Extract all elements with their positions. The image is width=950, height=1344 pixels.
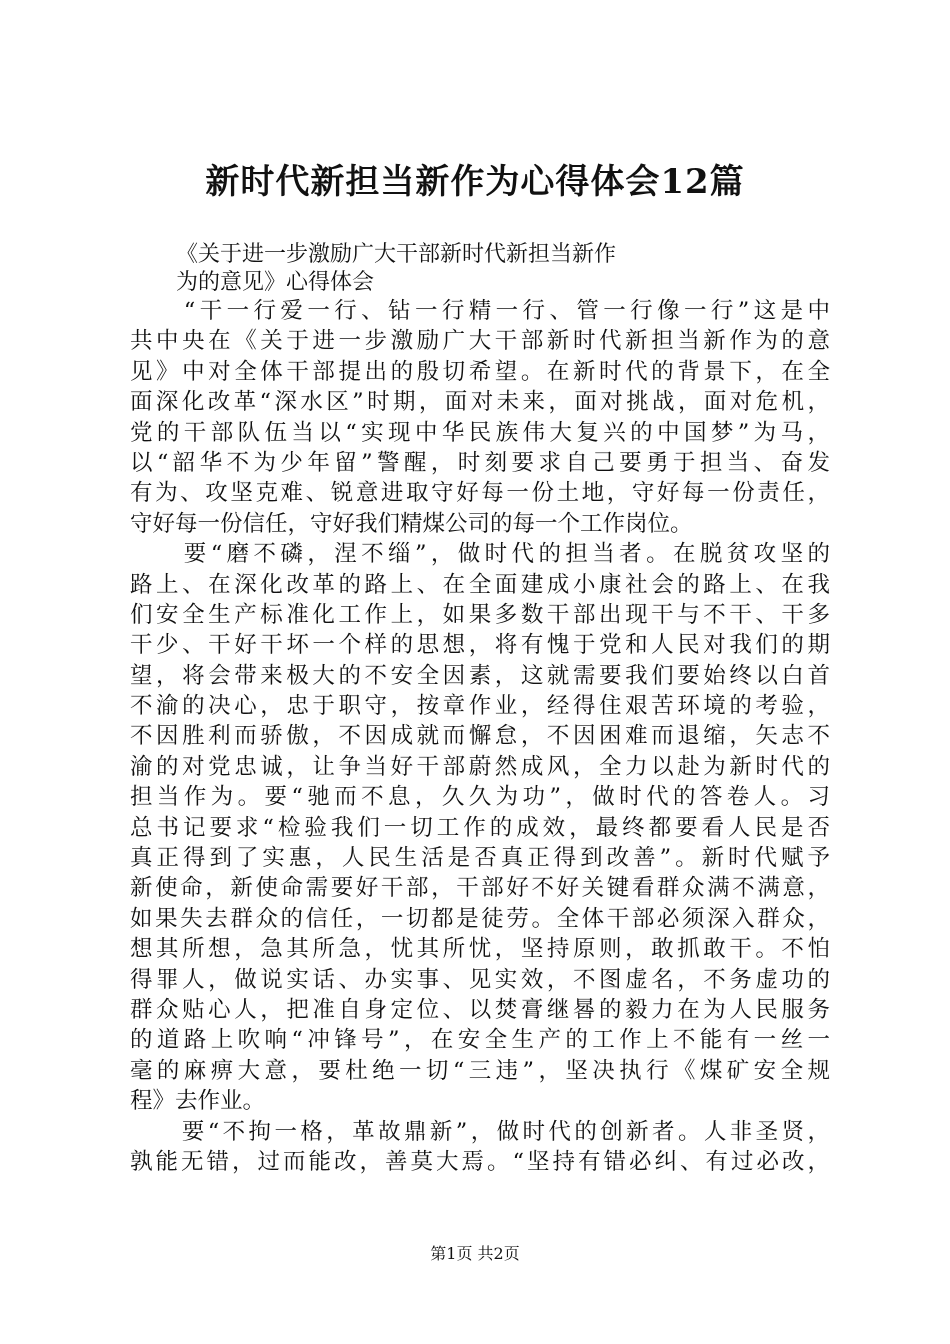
body-line: 程》去作业。 — [130, 1088, 266, 1115]
body-line: 干少、干好干坏一个样的思想，将有愧于党和人民对我们的期 — [130, 632, 830, 659]
body-line: 想其所想，急其所急，忧其所忧，坚持原则，敢抓敢干。不怕 — [130, 936, 830, 963]
body-line: 见》中对全体干部提出的殷切希望。在新时代的背景下，在全 — [130, 358, 830, 385]
body-line: 孰能无错，过而能改，善莫大焉。“坚持有错必纠、有过必改， — [130, 1148, 830, 1175]
body-line: 不因胜利而骄傲，不因成就而懈怠，不因困难而退缩，矢志不 — [130, 723, 830, 750]
body-line: 不渝的决心，忠于职守，按章作业，经得住艰苦环境的考验， — [130, 693, 830, 720]
subtitle-line-2: 为的意见》心得体会 — [176, 270, 375, 295]
body-line: 望，将会带来极大的不安全因素，这就需要我们要始终以白首 — [130, 662, 830, 689]
body-line: 渝的对党忠诚，让争当好干部蔚然成风，全力以赴为新时代的 — [130, 753, 830, 780]
body-line: 新使命，新使命需要好干部，干部好不好关键看群众满不满意， — [130, 875, 830, 902]
body-line: 真正得到了实惠，人民生活是否真正得到改善”。新时代赋予 — [130, 845, 830, 872]
body-line: 路上、在深化改革的路上、在全面建成小康社会的路上、在我 — [130, 571, 830, 598]
document-title: 新时代新担当新作为心得体会12篇 — [205, 162, 745, 202]
body-line: 以“韶华不为少年留”警醒，时刻要求自己要勇于担当、奋发 — [130, 449, 830, 476]
body-line: 总书记要求“检验我们一切工作的成效，最终都要看人民是否 — [130, 814, 830, 841]
page-number-footer: 第1页 共2页 — [430, 1244, 520, 1263]
body-line: 要“磨不磷，涅不缁”，做时代的担当者。在脱贫攻坚的 — [130, 541, 830, 568]
body-line: 毫的麻痹大意，要杜绝一切“三违”，坚决执行《煤矿安全规 — [130, 1057, 830, 1084]
document-body — [130, 296, 830, 1177]
body-line: 共中央在《关于进一步激励广大干部新时代新担当新作为的意 — [130, 328, 830, 355]
body-line: 有为、攻坚克难、锐意进取守好每一份土地，守好每一份责任， — [130, 480, 830, 507]
body-line: 的道路上吹响“冲锋号”，在安全生产的工作上不能有一丝一 — [130, 1027, 830, 1054]
body-line: 担当作为。要“驰而不息，久久为功”，做时代的答卷人。习 — [130, 784, 830, 811]
body-line: 如果失去群众的信任，一切都是徒劳。全体干部必须深入群众， — [130, 905, 830, 932]
body-line: 党的干部队伍当以“实现中华民族伟大复兴的中国梦”为马， — [130, 419, 830, 446]
body-line: 面深化改革“深水区”时期，面对未来，面对挑战，面对危机， — [130, 389, 830, 416]
subtitle-line-1: 《关于进一步激励广大干部新时代新担当新作 — [176, 242, 617, 267]
body-line: 守好每一份信任，守好我们精煤公司的每一个工作岗位。 — [130, 510, 693, 537]
body-line: “干一行爱一行、钻一行精一行、管一行像一行”这是中 — [130, 298, 830, 324]
body-line: 们安全生产标准化工作上，如果多数干部出现干与不干、干多 — [130, 601, 830, 628]
body-line: 群众贴心人，把准自身定位、以焚膏继晷的毅力在为人民服务 — [130, 996, 830, 1023]
body-line: 要“不拘一格，革故鼎新”，做时代的创新者。人非圣贤， — [130, 1118, 830, 1145]
body-line: 得罪人，做说实话、办实事、见实效，不图虚名，不务虚功的 — [130, 966, 830, 993]
